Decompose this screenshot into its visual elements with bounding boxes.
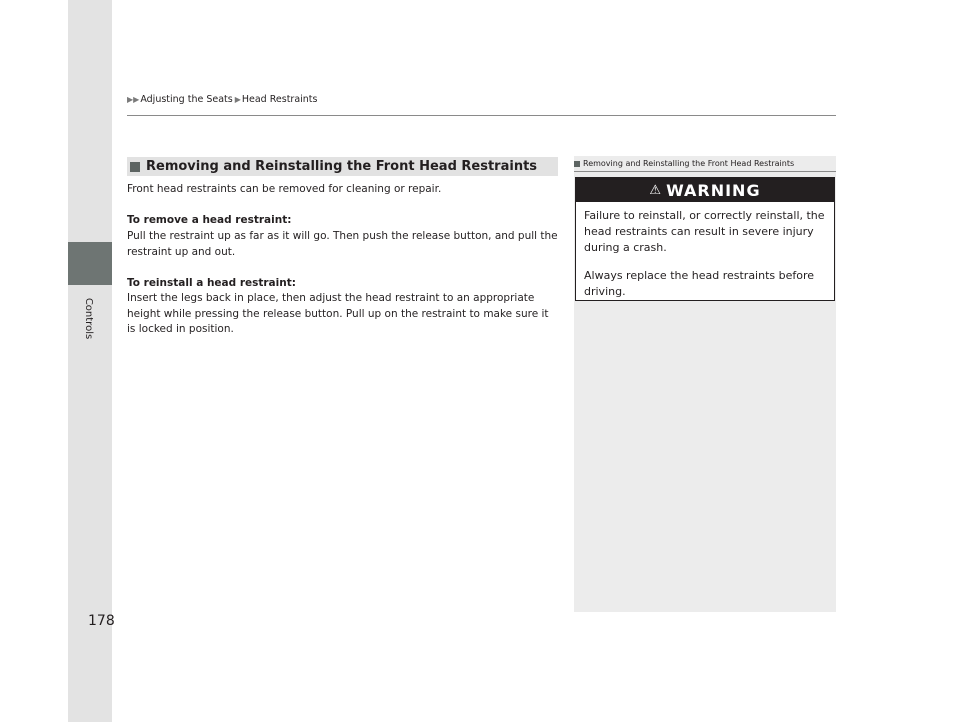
intro-text: Front head restraints can be removed for cleaning or repair. — [127, 183, 442, 195]
square-bullet-icon — [130, 162, 140, 172]
breadcrumb-arrow-icon: ▶ — [234, 95, 241, 104]
breadcrumb-item: Adjusting the Seats — [140, 94, 233, 105]
reinstall-text: Insert the legs back in place, then adjust the head restraint to an appropriate height while pressing the release button. Pull up on the restraint to make sure it is locked in position. — [127, 292, 549, 335]
warning-paragraph: Failure to reinstall, or correctly reinstall, the head restraints can result in severe injury during a crash. — [584, 209, 825, 254]
warning-box — [575, 177, 835, 301]
reinstall-heading: To reinstall a head restraint: — [127, 277, 296, 289]
section-title: Removing and Reinstalling the Front Head Restraints — [146, 159, 538, 174]
warning-alert-icon: ⚠ — [649, 182, 663, 198]
breadcrumb-item: Head Restraints — [241, 94, 318, 105]
warning-header — [576, 178, 834, 202]
remove-text: Pull the restraint up as far as it will go. Then push the release button, and pull the restraint up and out. — [127, 230, 558, 258]
side-tab-label: Controls — [83, 297, 95, 339]
warning-paragraph: Always replace the head restraints before driving. — [584, 269, 815, 298]
page-number: 178 — [88, 613, 115, 629]
side-note-title: Removing and Reinstalling the Front Head Restraints — [583, 159, 795, 168]
note-ref-icon — [574, 161, 580, 167]
warning-label: WARNING — [666, 180, 761, 200]
breadcrumb-arrow-icon: ▶▶ — [127, 95, 140, 104]
remove-heading: To remove a head restraint: — [127, 214, 292, 226]
breadcrumb — [127, 94, 317, 105]
header-divider — [127, 115, 836, 116]
warning-body — [576, 202, 834, 300]
section-heading — [127, 157, 558, 176]
side-tab-marker — [68, 242, 112, 285]
side-note-header — [574, 156, 836, 172]
